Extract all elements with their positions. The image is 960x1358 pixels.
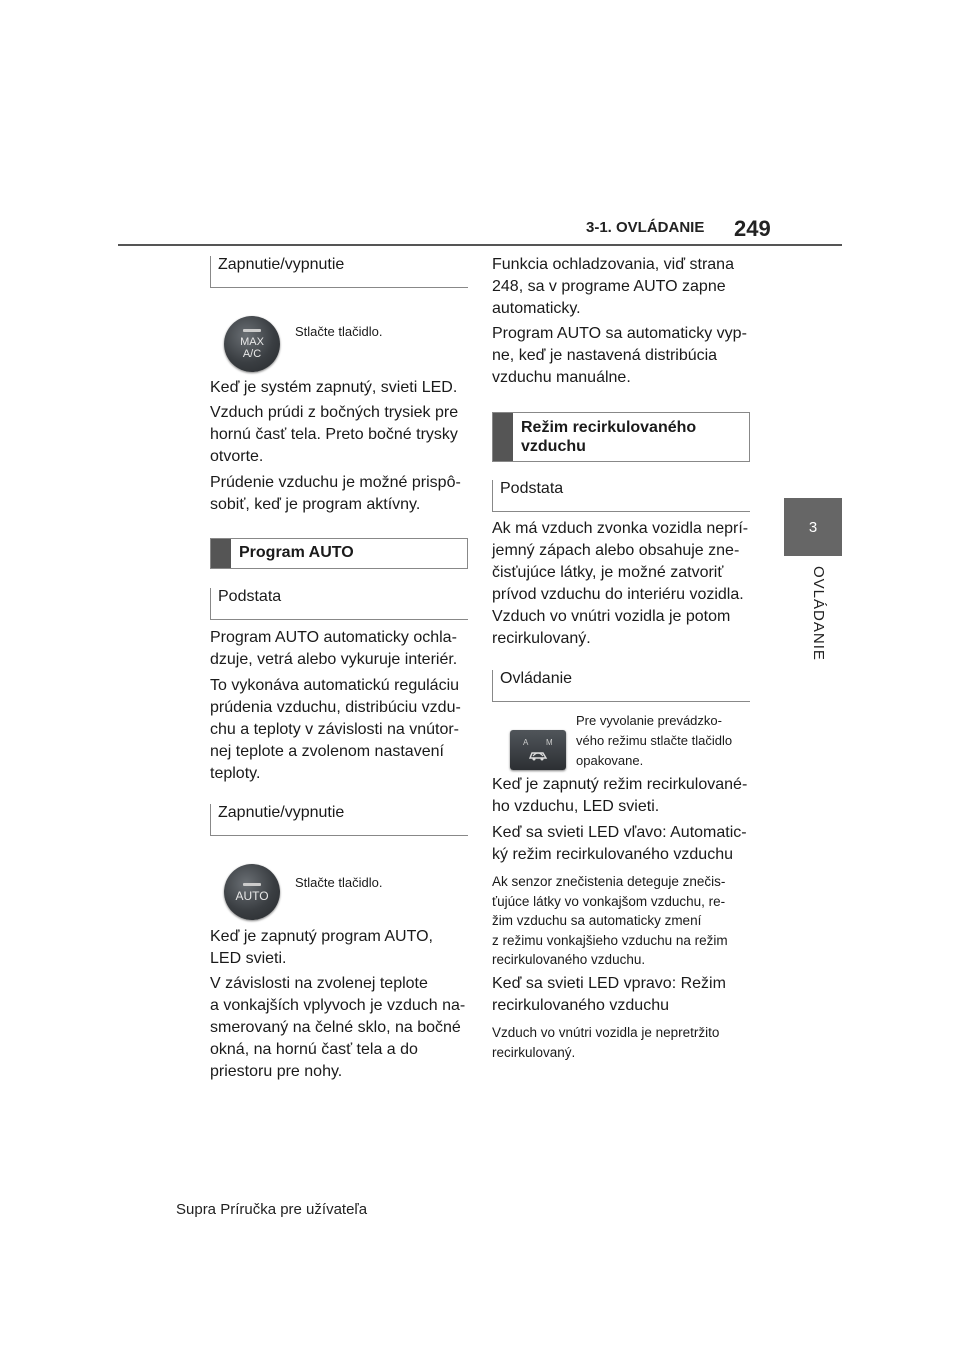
heading-program-auto — [210, 538, 468, 569]
paragraph: Vzduch prúdi z bočných trysiek pre hornú časť tela. Preto bočné trysky otvorte. — [210, 404, 459, 465]
led-indicator — [243, 329, 261, 332]
chapter-label-text: OVLÁDANIE — [810, 566, 827, 661]
paragraph: To vykonáva automatickú reguláciu prúdenia vzduchu, distribúciu vzdu- chu a teploty v závislosti na vnútor- nej teplote a zvolenom nastavení teploty. — [210, 677, 461, 782]
max-ac-button-image — [224, 316, 280, 372]
heading-text: Režim recirkulovaného vzduchu — [521, 419, 697, 455]
paragraph: Keď je zapnutý režim recirkulované- ho vzduchu, LED svieti. — [492, 776, 748, 815]
subheading-principle: Podstata — [492, 480, 750, 512]
footer-text: Supra Príručka pre užívateľa — [176, 1201, 368, 1218]
recirculation-car-icon — [527, 748, 549, 762]
paragraph: Keď sa svieti LED vpravo: Režim recirkulovaného vzduchu — [492, 975, 726, 1014]
paragraph: Keď je systém zapnutý, svieti LED. — [210, 379, 458, 396]
subheading-principle: Podstata — [210, 588, 468, 620]
paragraph: Funkcia ochladzovania, viď strana 248, sa v programe AUTO zapne automaticky. — [492, 256, 734, 317]
led-right-label: M — [546, 738, 553, 747]
paragraph: Keď sa svieti LED vľavo: Automatic- ký režim recirkulovaného vzduchu — [492, 824, 747, 863]
caption-press-button: Stlačte tlačidlo. — [295, 324, 383, 339]
note-paragraph: Vzduch vo vnútri vozidla je nepretržito recirkulovaný. — [492, 1025, 720, 1060]
subheading-onoff: Zapnutie/vypnutie — [210, 256, 468, 288]
heading-text: Program AUTO — [239, 544, 354, 561]
paragraph: Program AUTO sa automaticky vyp- ne, keď je nastavená distribúcia vzduchu manuálne. — [492, 325, 747, 386]
page-number: 249 — [734, 216, 771, 241]
paragraph: Prúdenie vzduchu je možné prispô- sobiť, keď je program aktívny. — [210, 474, 461, 513]
paragraph: Keď je zapnutý program AUTO, LED svieti. — [210, 928, 433, 967]
header-rule — [118, 244, 842, 246]
subheading-operation: Ovládanie — [492, 670, 750, 702]
chapter-tab: 3 — [784, 498, 842, 556]
led-indicator — [243, 883, 261, 886]
led-left-label: A — [523, 738, 529, 747]
section-title: 3-1. OVLÁDANIE — [586, 219, 705, 236]
auto-button-image — [224, 864, 280, 920]
paragraph: V závislosti na zvolenej teplote a vonkajších vplyvoch je vzduch na- smerovaný na čelné sklo, na bočné okná, na hornú časť tela a do priestoru pre nohy. — [210, 975, 466, 1080]
recirculation-button-image — [510, 730, 566, 770]
chapter-label — [770, 566, 860, 666]
heading-recirculation — [492, 412, 750, 462]
auto-label: AUTO — [235, 888, 269, 903]
heading-bar — [493, 413, 513, 461]
ac-label: A/C — [242, 347, 262, 360]
caption-press-button: Stlačte tlačidlo. — [295, 875, 383, 890]
paragraph: Program AUTO automaticky ochla- dzuje, vetrá alebo vykuruje interiér. — [210, 629, 458, 668]
heading-bar — [211, 539, 231, 568]
caption-recirc-button: Pre vyvolanie prevádzko- vého režimu stlačte tlačidlo opakovane. — [576, 713, 733, 768]
max-label: MAX — [240, 335, 264, 348]
paragraph: Ak má vzduch zvonka vozidla neprí- jemný zápach alebo obsahuje zne- čisťujúce látky, je možné zatvoriť prívod vzduchu do interiéru vozidla. Vzduch vo vnútri vozidla je potom recirkulovaný. — [492, 520, 749, 647]
subheading-onoff: Zapnutie/vypnutie — [210, 804, 468, 836]
note-paragraph: Ak senzor znečistenia deteguje znečis- ťujúce látky vo vonkajšom vzduchu, re- žim vzduchu sa automaticky zmení z režimu vonkajšieho vzduchu na režim recirkulovaného vzduchu. — [492, 874, 728, 967]
